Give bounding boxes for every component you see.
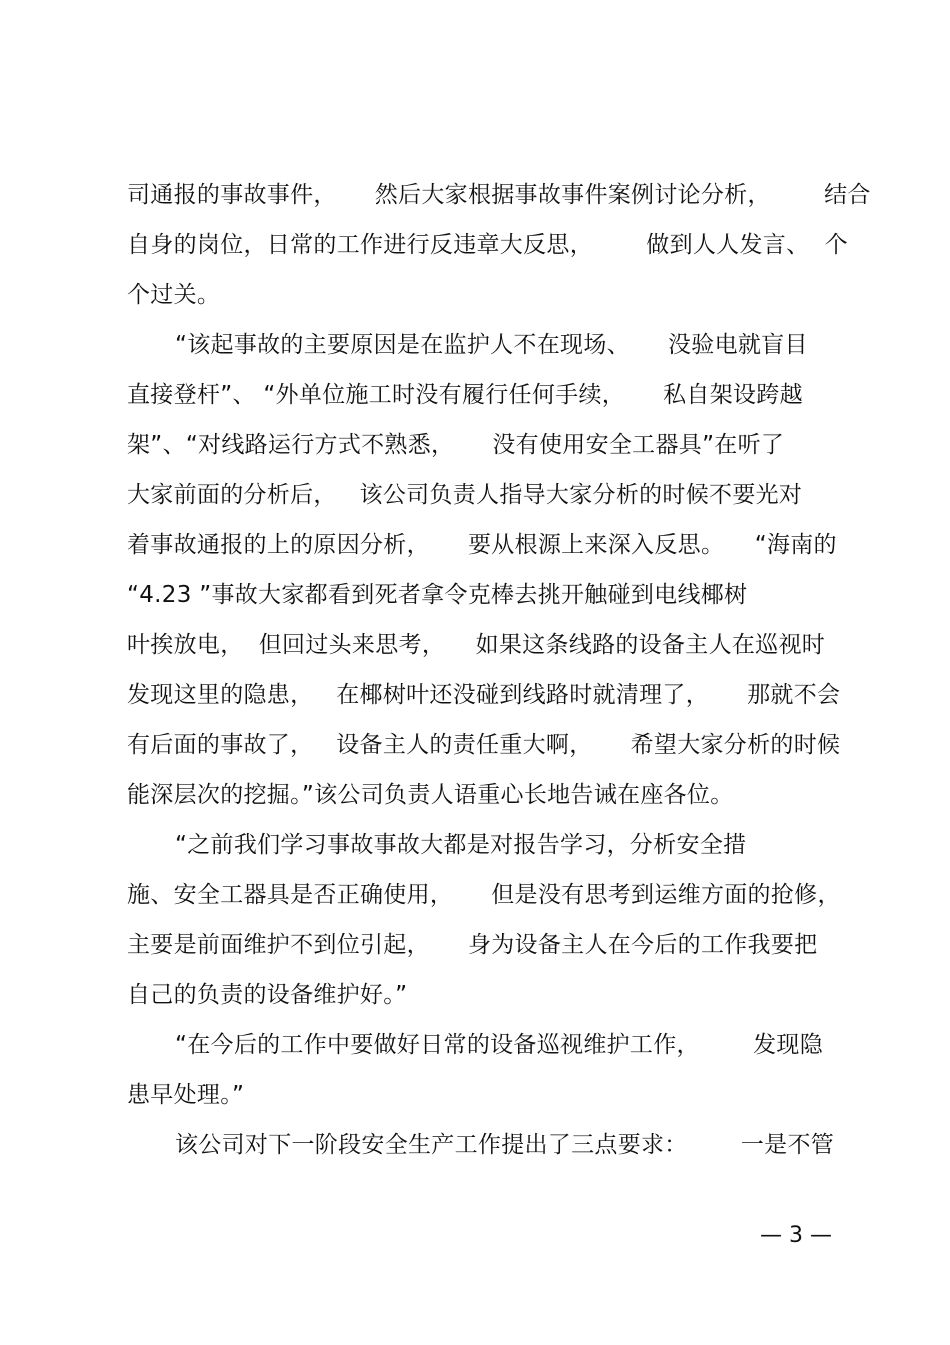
text-line: 直接登杆”、 “外单位施工时没有履行任何手续， 私自架设跨越 — [127, 382, 803, 408]
text-line: 患早处理。” — [127, 1082, 245, 1108]
text-line: 发现这里的隐患， 在椰树叶还没碰到线路时就清理了， 那就不会 — [127, 682, 841, 708]
text-line: “4.23 ”事故大家都看到死者拿令克棒去挑开触碰到电线椰树 — [127, 582, 748, 608]
text-line: 叶挨放电， 但回过头来思考， 如果这条线路的设备主人在巡视时 — [127, 632, 826, 658]
text-line: 主要是前面维护不到位引起， 身为设备主人在今后的工作我要把 — [127, 932, 818, 958]
text-line: 大家前面的分析后， 该公司负责人指导大家分析的时候不要光对 — [127, 482, 803, 508]
text-line: 司通报的事故事件， 然后大家根据事故事件案例讨论分析， 结合 — [127, 182, 871, 208]
text-line: 架”、“对线路运行方式不熟悉， 没有使用安全工器具”在听了 — [127, 432, 785, 458]
text-line: 施、安全工器具是否正确使用， 但是没有思考到运维方面的抢修， — [127, 882, 841, 908]
text-line: 个过关。 — [127, 282, 221, 308]
text-line: “该起事故的主要原因是在监护人不在现场、 没验电就盲目 — [175, 332, 808, 358]
text-line: 该公司对下一阶段安全生产工作提出了三点要求： 一是不管 — [175, 1132, 835, 1158]
text-line: 自己的负责的设备维护好。” — [127, 982, 408, 1008]
text-line: “在今后的工作中要做好日常的设备巡视维护工作， 发现隐 — [175, 1032, 823, 1058]
page-number: — 3 — — [760, 1223, 832, 1248]
text-line: 能深层次的挖掘。”该公司负责人语重心长地告诫在座各位。 — [127, 782, 734, 808]
text-line: 着事故通报的上的原因分析， 要从根源上来深入反思。 “海南的 — [127, 532, 837, 558]
text-line: 自身的岗位，日常的工作进行反违章大反思， 做到人人发言、 个 — [127, 232, 848, 258]
text-line: “之前我们学习事故事故大都是对报告学习，分析安全措 — [175, 832, 747, 858]
text-line: 有后面的事故了， 设备主人的责任重大啊， 希望大家分析的时候 — [127, 732, 841, 758]
